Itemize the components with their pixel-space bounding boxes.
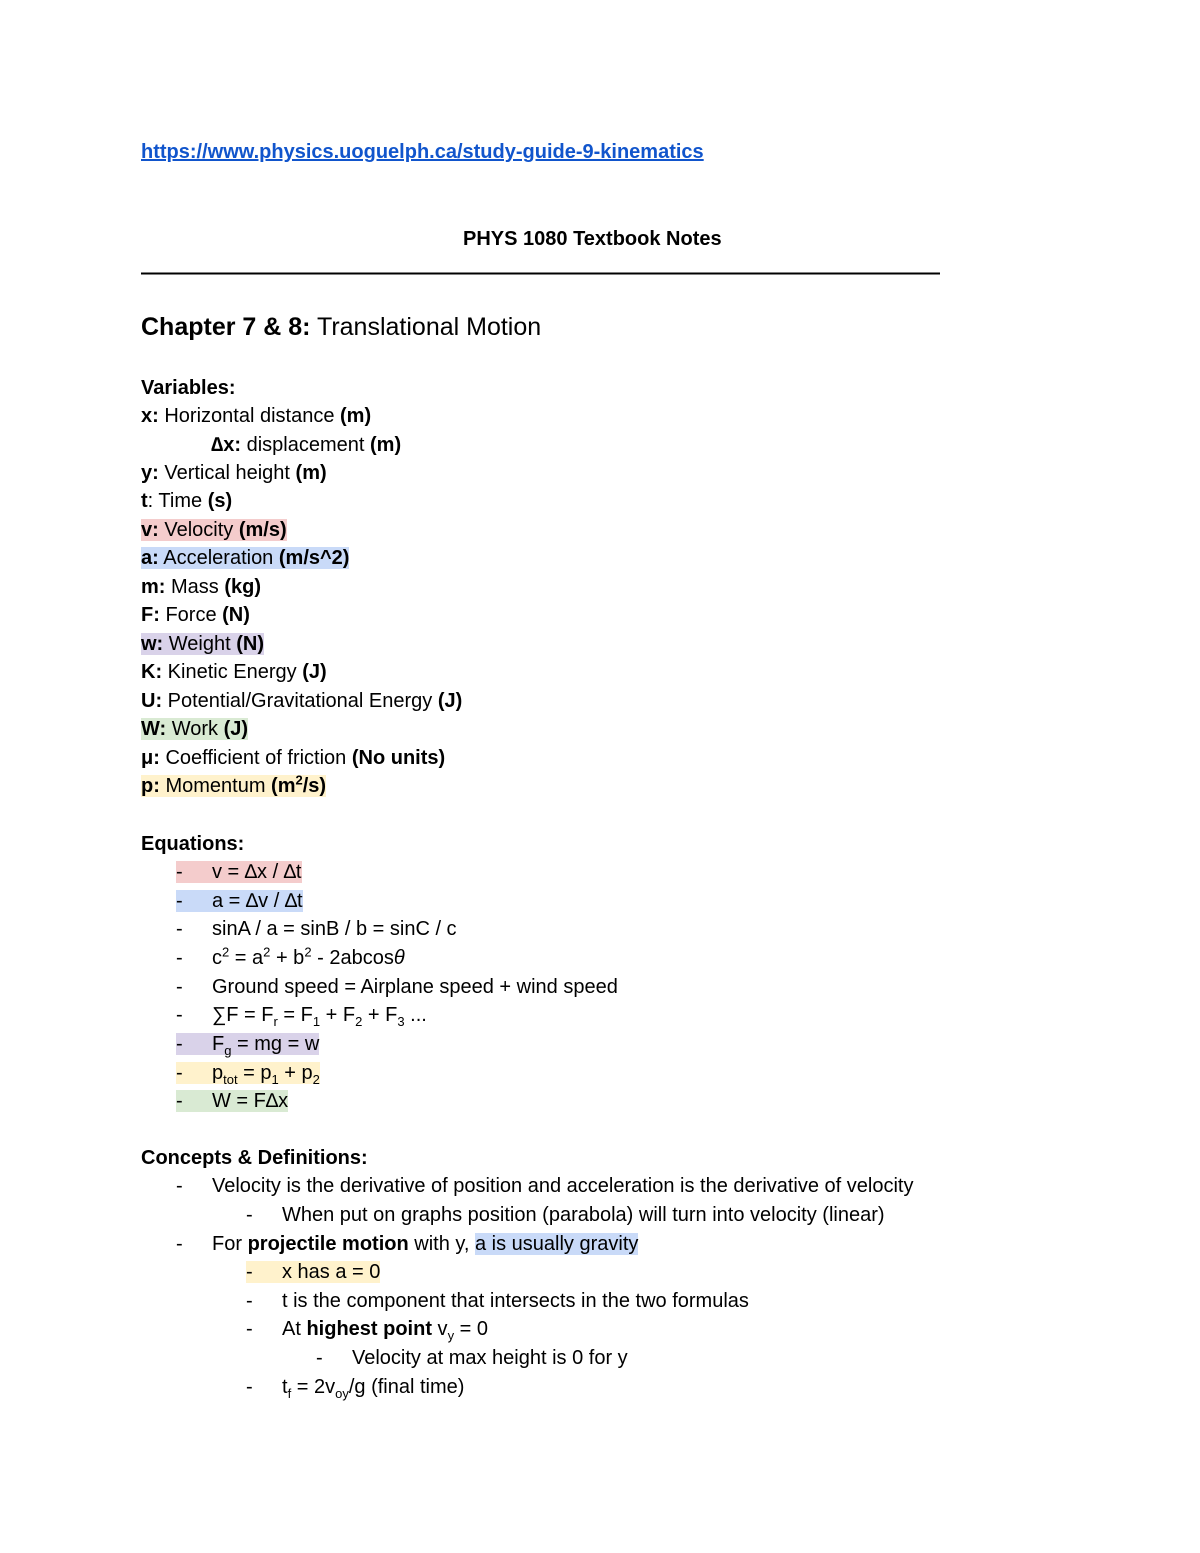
variable-w-work: W: Work (J) xyxy=(141,718,249,740)
variable-w-weight: w: Weight (N) xyxy=(141,633,264,655)
concept-highest-point: - At highest point $v_y = 0$ xyxy=(246,1318,488,1343)
concept-final-time: - $t_f = 2v_{oy}/g$ (final time) xyxy=(246,1376,465,1401)
chapter-heading xyxy=(141,313,541,342)
equations-section xyxy=(141,830,1041,1120)
concept-max-height-velocity: - Velocity at max height is 0 for y xyxy=(316,1347,628,1369)
variable-p: p: Momentum $(m^2/s)$ xyxy=(141,772,327,797)
equation-acceleration: - a = ∆v / ∆t xyxy=(176,890,303,912)
equations-heading: Equations: xyxy=(141,833,245,855)
variable-k: K: Kinetic Energy (J) xyxy=(141,661,327,683)
concept-derivative: - Velocity is the derivative of position and acceleration is the derivative of velocity xyxy=(176,1175,914,1197)
variable-y: y: Vertical height (m) xyxy=(141,462,327,484)
variable-x: x: Horizontal distance (m) xyxy=(141,405,372,427)
equation-work: - W = F∆x xyxy=(176,1090,289,1112)
variable-a: a: Acceleration (m/s^2) xyxy=(141,547,350,569)
variables-section xyxy=(141,374,1041,814)
concept-projectile-motion: - For projectile motion with y, a is usually gravity xyxy=(176,1233,639,1255)
variable-f: F: Force (N) xyxy=(141,604,250,626)
variable-v: v: Velocity (m/s) xyxy=(141,519,287,541)
variables-heading: Variables: xyxy=(141,377,236,399)
equation-gravity-force: - $F_g$ = mg = w xyxy=(176,1033,320,1058)
chapter-name: Translational Motion xyxy=(310,313,542,341)
document-title: PHYS 1080 Textbook Notes xyxy=(463,228,722,250)
variable-dx: ∆x: displacement (m) xyxy=(211,434,402,456)
chapter-label: Chapter 7 & 8: xyxy=(141,313,311,341)
variable-mu: μ: Coefficient of friction (No units) xyxy=(141,747,446,769)
equation-ground-speed: - Ground speed = Airplane speed + wind speed xyxy=(176,976,618,998)
equation-sine-law: - sinA / a = sinB / b = sinC / c xyxy=(176,918,457,940)
variable-t: t: Time (s) xyxy=(141,490,233,512)
variable-u: U: Potential/Gravitational Energy (J) xyxy=(141,690,463,712)
concepts-heading: Concepts & Definitions: xyxy=(141,1147,368,1169)
concept-time-component: - t is the component that intersects in the two formulas xyxy=(246,1290,749,1312)
divider-rule: —————————————————————————————————————————— xyxy=(141,262,939,284)
equation-cosine-law: - $c^2 = a^2 + b^2 - 2abcos\theta$ xyxy=(176,944,405,969)
equation-momentum: - $p_{tot} = p_1 + p_2$ xyxy=(176,1062,320,1087)
study-guide-link[interactable]: https://www.physics.uoguelph.ca/study-guide-9-kinematics xyxy=(141,141,704,163)
equation-velocity: - v = ∆x / ∆t xyxy=(176,861,302,883)
equation-net-force: - $\sum F = F_r = F_1 + F_2 + F_3$ ... xyxy=(176,1004,427,1029)
variable-m: m: Mass (kg) xyxy=(141,576,262,598)
concepts-section xyxy=(141,1144,1141,1404)
concept-graphs: - When put on graphs position (parabola) will turn into velocity (linear) xyxy=(246,1204,885,1226)
concept-x-acceleration: - x has a = 0 xyxy=(246,1261,381,1283)
